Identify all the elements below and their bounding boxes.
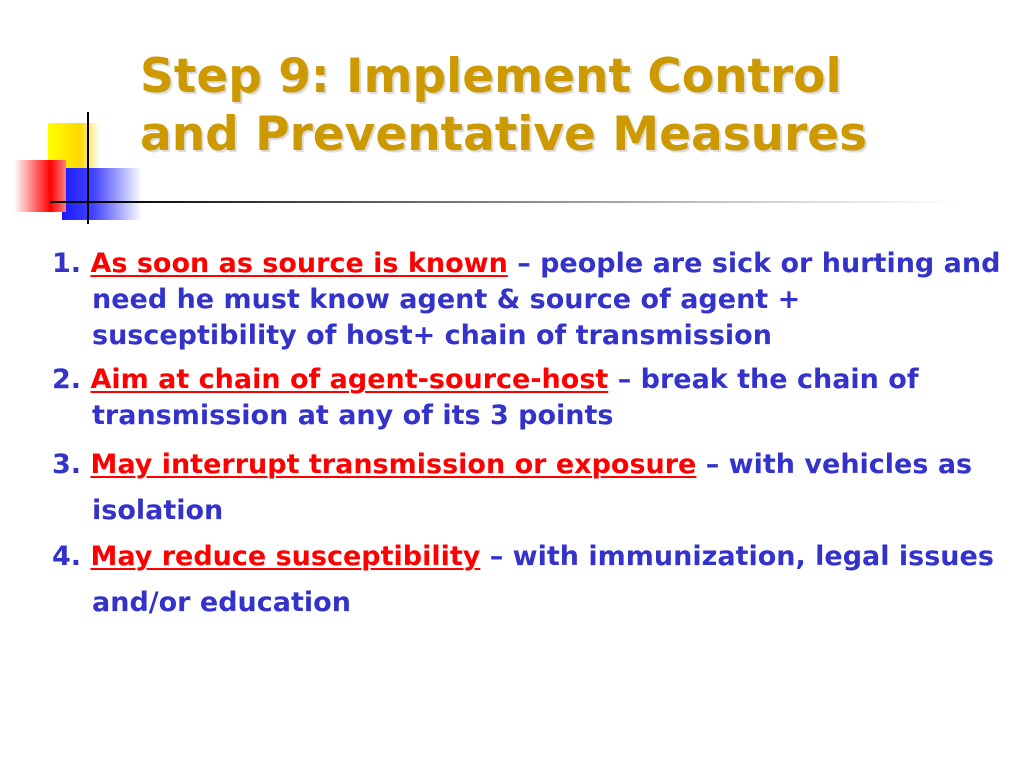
item-highlight: May reduce susceptibility <box>90 541 481 572</box>
item-highlight: Aim at chain of agent-source-host <box>90 364 609 395</box>
slide-title <box>140 48 1000 164</box>
slide-title-line-1: Step 9: Implement Control <box>140 49 842 104</box>
red-square <box>14 160 66 212</box>
list-item <box>52 534 1002 626</box>
item-number: 1. <box>52 248 82 279</box>
measures-list <box>52 246 1002 626</box>
vertical-rule <box>87 112 89 224</box>
list-item <box>52 246 1002 354</box>
item-highlight: May interrupt transmission or exposure <box>90 449 697 480</box>
decorative-squares-logo <box>0 0 160 240</box>
list-item <box>52 362 1002 434</box>
item-text: – break the chain of transmission at any of its 3 points <box>92 364 919 431</box>
item-text: – with vehicles as isolation <box>92 449 973 526</box>
title-underline-rule <box>100 201 960 203</box>
item-number: 3. <box>52 449 82 480</box>
item-text: – people are sick or hurting and need he must know agent & source of agent + susceptibility of host+ chain of transmission <box>92 248 1001 351</box>
item-highlight: As soon as source is known <box>90 248 508 279</box>
item-number: 2. <box>52 364 82 395</box>
list-item <box>52 442 1002 534</box>
item-text: – with immunization, legal issues and/or education <box>92 541 994 618</box>
slide-title-line-2: and Preventative Measures <box>140 107 868 162</box>
item-number: 4. <box>52 541 82 572</box>
blue-square <box>62 168 142 220</box>
